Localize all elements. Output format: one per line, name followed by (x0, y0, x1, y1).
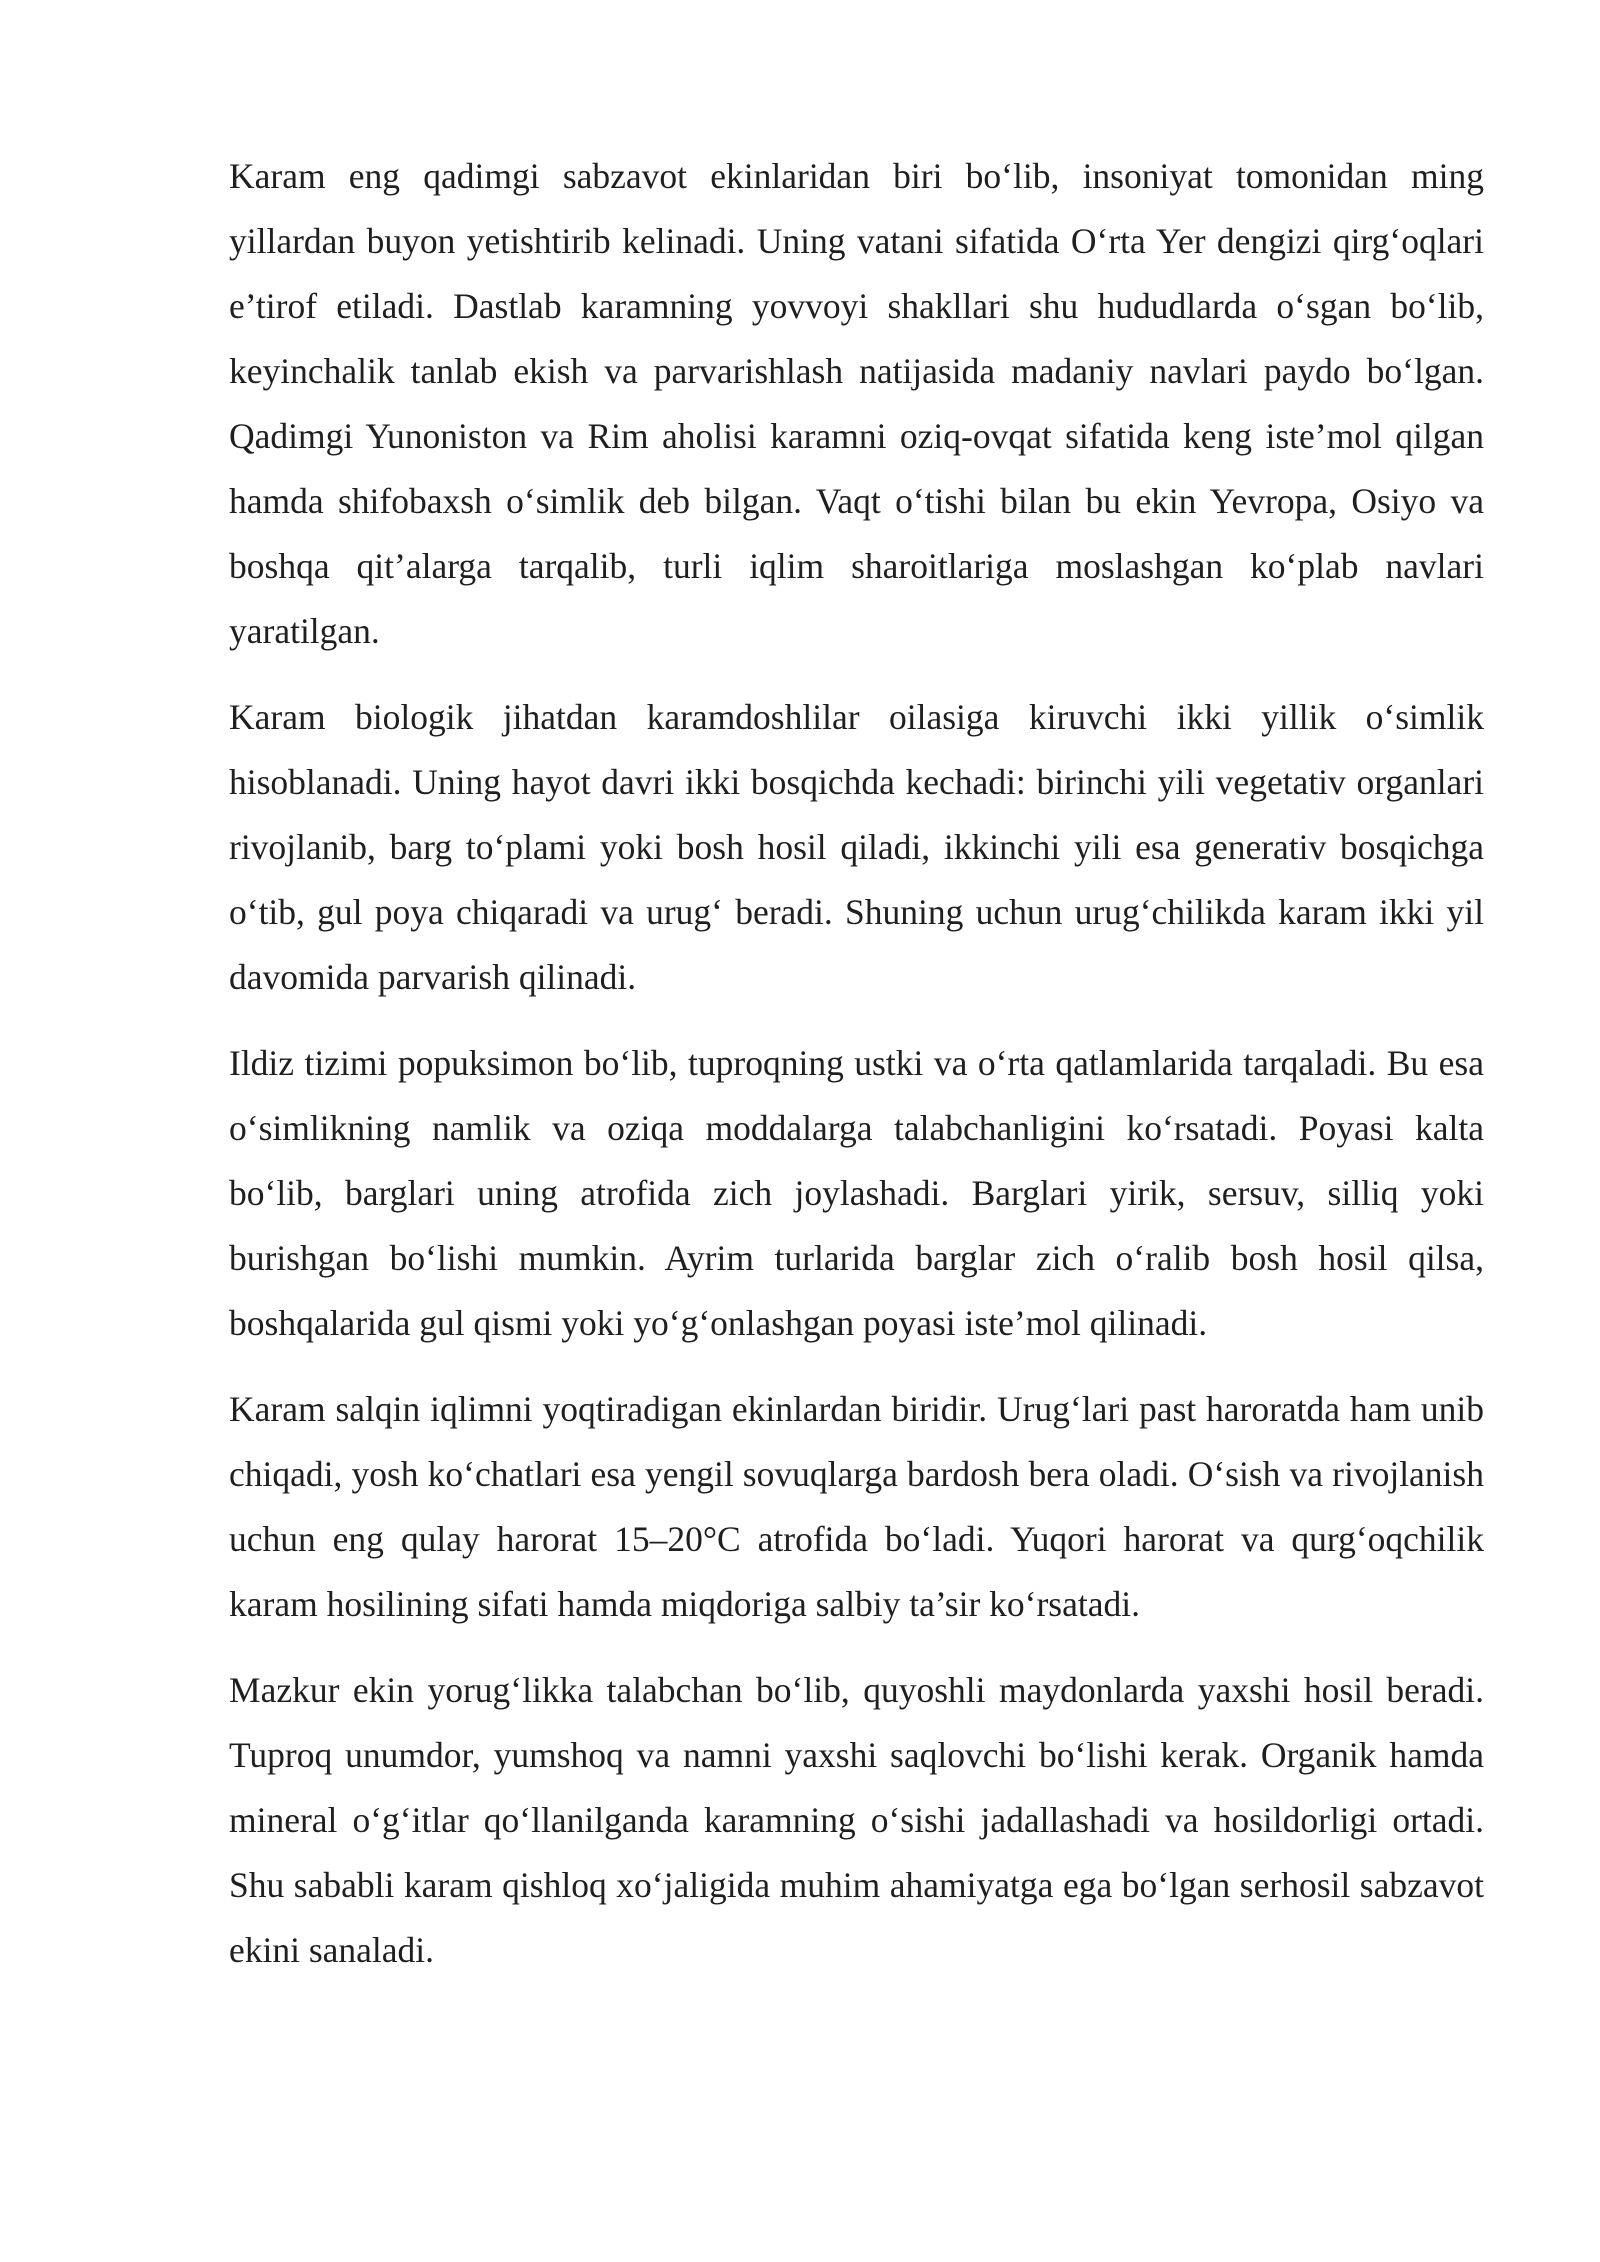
paragraph-4: Karam salqin iqlimni yoqtiradigan ekinlardan biridir. Urug‘lari past haroratda ham unib chiqadi, yosh ko‘chatlari esa yengil sovuqlarga bardosh bera oladi. O‘sish va rivojlanish uchun eng qulay harorat 15–20°C atrofida bo‘ladi. Yuqori harorat va qurg‘oqchilik karam hosilining sifati hamda miqdoriga salbiy ta’sir ko‘rsatadi. (229, 1389, 1484, 1624)
document-body (229, 144, 1484, 2004)
paragraph-1: Karam eng qadimgi sabzavot ekinlaridan biri bo‘lib, insoniyat tomonidan ming yillardan buyon yetishtirib kelinadi. Uning vatani sifatida O‘rta Yer dengizi qirg‘oqlari e’tirof etiladi. Dastlab karamning yovvoyi shakllari shu hududlarda o‘sgan bo‘lib, keyinchalik tanlab ekish va parvarishlash natijasida madaniy navlari paydo bo‘lgan. Qadimgi Yunoniston va Rim aholisi karamni oziq-ovqat sifatida keng iste’mol qilgan hamda shifobaxsh o‘simlik deb bilgan. Vaqt o‘tishi bilan bu ekin Yevropa, Osiyo va boshqa qit’alarga tarqalib, turli iqlim sharoitlariga moslashgan ko‘plab navlari yaratilgan. (229, 156, 1484, 651)
paragraph-3: Ildiz tizimi popuksimon bo‘lib, tuproqning ustki va o‘rta qatlamlarida tarqaladi. Bu esa o‘simlikning namlik va oziqa moddalarga talabchanligini ko‘rsatadi. Poyasi kalta bo‘lib, barglari uning atrofida zich joylashadi. Barglari yirik, sersuv, silliq yoki burishgan bo‘lishi mumkin. Ayrim turlarida barglar zich o‘ralib bosh hosil qilsa, boshqalarida gul qismi yoki yo‘g‘onlashgan poyasi iste’mol qilinadi. (229, 1043, 1484, 1343)
paragraph-5: Mazkur ekin yorug‘likka talabchan bo‘lib, quyoshli maydonlarda yaxshi hosil beradi. Tuproq unumdor, yumshoq va namni yaxshi saqlovchi bo‘lishi kerak. Organik hamda mineral o‘g‘itlar qo‘llanilganda karamning o‘sishi jadallashadi va hosildorligi ortadi. Shu sababli karam qishloq xo‘jaligida muhim ahamiyatga ega bo‘lgan serhosil sabzavot ekini sanaladi. (229, 1670, 1484, 1970)
paragraph-2: Karam biologik jihatdan karamdoshlilar oilasiga kiruvchi ikki yillik o‘simlik hisoblanadi. Uning hayot davri ikki bosqichda kechadi: birinchi yili vegetativ organlari rivojlanib, barg to‘plami yoki bosh hosil qiladi, ikkinchi yili esa generativ bosqichga o‘tib, gul poya chiqaradi va urug‘ beradi. Shuning uchun urug‘chilikda karam ikki yil davomida parvarish qilinadi. (229, 697, 1484, 997)
